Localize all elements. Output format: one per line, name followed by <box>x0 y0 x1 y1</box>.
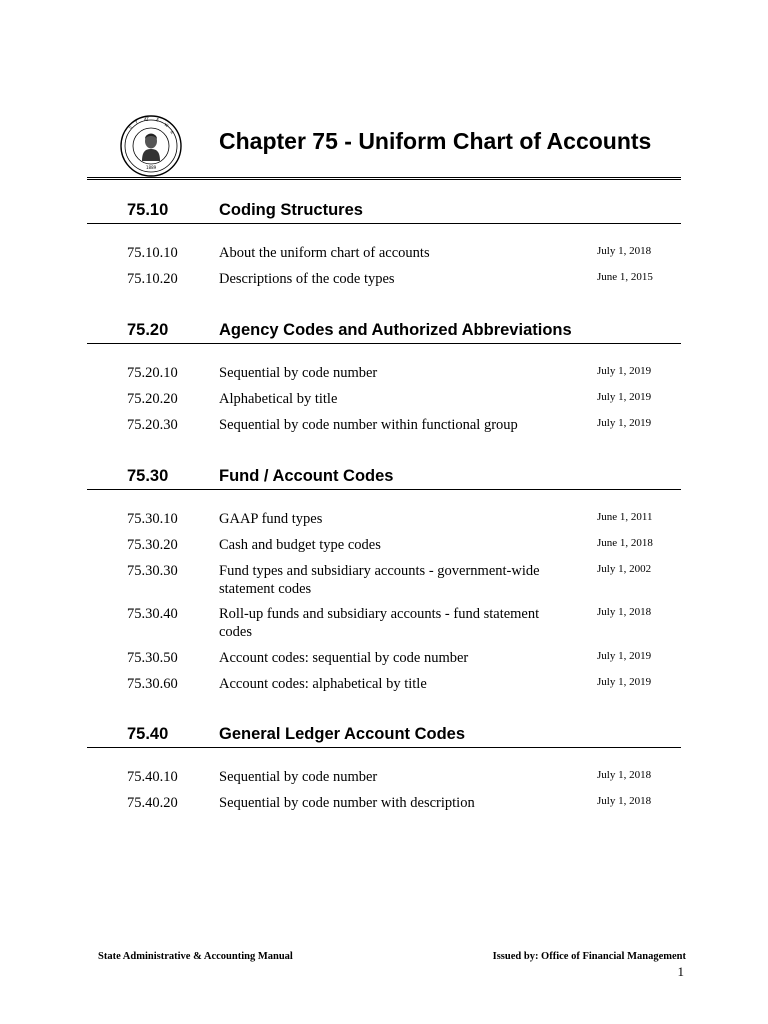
entry-description: Cash and budget type codes <box>219 537 381 553</box>
entry-date: June 1, 2018 <box>597 537 653 549</box>
chapter-title: Chapter 75 - Uniform Chart of Accounts <box>219 128 652 154</box>
entry-code: 75.10.20 <box>127 271 178 287</box>
section-title: Fund / Account Codes <box>219 467 394 485</box>
entry-description: About the uniform chart of accounts <box>219 245 430 261</box>
entry-description: Sequential by code number within functional group <box>219 417 518 433</box>
entry-date: July 1, 2018 <box>597 606 652 618</box>
entry-date: July 1, 2019 <box>597 650 652 662</box>
section-title: General Ledger Account Codes <box>219 725 466 743</box>
svg-text:S: S <box>127 124 133 130</box>
entry-date: July 1, 2002 <box>597 563 652 575</box>
entry-description: Sequential by code number <box>219 769 378 785</box>
entry-description: Sequential by code number <box>219 365 378 381</box>
entry-description: GAAP fund types <box>219 511 323 527</box>
state-seal-logo <box>120 115 182 177</box>
entry-code: 75.30.50 <box>127 650 178 666</box>
footer-issuer: Issued by: Office of Financial Management <box>492 951 686 962</box>
section-title: Coding Structures <box>219 201 363 219</box>
entry-description: Fund types and subsidiary accounts - government-wide statement codes <box>219 563 540 597</box>
entry-code: 75.20.30 <box>127 417 178 433</box>
svg-text:T: T <box>134 119 139 125</box>
section-number: 75.30 <box>127 467 169 485</box>
entry-description: Roll-up funds and subsidiary accounts - fund statement codes <box>219 606 540 640</box>
section-number: 75.20 <box>127 321 169 339</box>
entry-code: 75.30.20 <box>127 537 178 553</box>
entry-description: Descriptions of the code types <box>219 271 395 287</box>
entry-description: Alphabetical by title <box>219 391 338 407</box>
section-heading-75-10 <box>87 201 681 224</box>
entry-code: 75.30.40 <box>127 606 178 622</box>
footer-manual-name: State Administrative & Accounting Manual <box>98 951 293 962</box>
entry-code: 75.40.10 <box>127 769 178 785</box>
entry-date: July 1, 2019 <box>597 676 652 688</box>
entry-code: 75.30.60 <box>127 676 178 692</box>
entry-date: July 1, 2019 <box>597 391 652 403</box>
title-divider-double <box>87 179 681 180</box>
entry-code: 75.30.10 <box>127 511 178 527</box>
page-number: 1 <box>677 964 684 979</box>
section-title: Agency Codes and Authorized Abbreviations <box>219 321 572 339</box>
section-heading-75-30 <box>87 467 681 490</box>
svg-text:W: W <box>163 121 170 129</box>
entry-date: July 1, 2018 <box>597 795 652 807</box>
entry-description: Account codes: sequential by code number <box>219 650 469 666</box>
entry-code: 75.20.10 <box>127 365 178 381</box>
entry-code: 75.30.30 <box>127 563 178 579</box>
svg-text:AT: AT <box>144 117 149 122</box>
entry-date: June 1, 2011 <box>597 511 653 523</box>
svg-text:1889: 1889 <box>146 165 157 170</box>
entry-code: 75.40.20 <box>127 795 178 811</box>
section-number: 75.40 <box>127 725 169 743</box>
svg-text:A: A <box>169 129 175 135</box>
section-number: 75.10 <box>127 201 169 219</box>
section-heading-75-20 <box>87 321 681 344</box>
entry-date: July 1, 2018 <box>597 769 652 781</box>
entry-date: July 1, 2019 <box>597 365 652 377</box>
entry-date: July 1, 2019 <box>597 417 652 429</box>
entry-description: Sequential by code number with description <box>219 795 475 811</box>
entry-description: Account codes: alphabetical by title <box>219 676 427 692</box>
entry-code: 75.10.10 <box>127 245 178 261</box>
section-heading-75-40 <box>87 725 681 748</box>
entry-date: July 1, 2018 <box>597 245 652 257</box>
title-divider <box>87 177 681 178</box>
entry-date: June 1, 2015 <box>597 271 653 283</box>
svg-text:E: E <box>155 117 160 123</box>
entry-code: 75.20.20 <box>127 391 178 407</box>
